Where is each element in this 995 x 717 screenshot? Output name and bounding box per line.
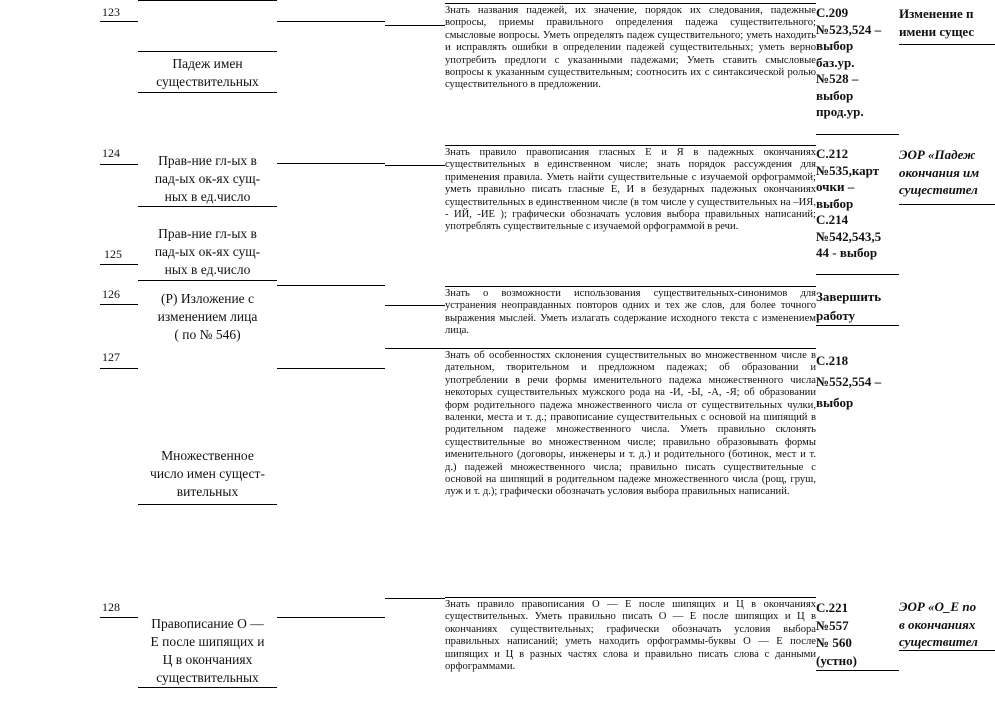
row-number: 125 xyxy=(104,247,122,261)
eor-resource: ЭОР «Падеж окончания им существител xyxy=(899,147,980,197)
eor-resource: ЭОР «О_Е по в окончаниях существител xyxy=(899,599,978,649)
row-number: 128 xyxy=(102,600,120,614)
homework-exercises: С.209 №523,524 – выбор баз.ур. №528 – выбор прод.ур. xyxy=(816,5,882,119)
lesson-topic: Правописание О — Е после шипящих и Ц в окончаниях существительных xyxy=(138,615,277,688)
lesson-topic: Множественное число имен сущест- вительных xyxy=(150,448,265,499)
lesson-description: Знать правило правописания гласных Е и Я в падежных окончаниях существительных в единственном числе; знать порядок рассуждения для применения правила. Уметь найти существительные с изучаемой орфограммой; уметь правильно писать гласные Е, И в безударных падежных окончаниях существительных в единственном числе (в том числе у существительных на –ИЯ, - ИЙ, -ИЕ ); графически обозначать условия выбора правильных написаний; употреблять существительные с изучаемой орфограммой в речи. xyxy=(445,145,816,285)
lesson-description: Знать названия падежей, их значение, порядок их следования, падежные вопросы, приемы правильного определения падежа существительного; смысловые вопросы. Уметь определять падеж существительного; уметь находить и исправлять ошибки в определении падежей существительных; уметь верно употребить предлоги с указанными падежами; Уметь ставить смысловые вопросы к указанным существительным; соотносить их с синтаксической ролью существительного в предложении. xyxy=(445,3,816,143)
lesson-description: Знать об особенностях склонения существительных во множественном числе в дательном, творительном и предложном падежах; об образовании и употреблении в речи формы именительного падежа множественного числа некоторых существительных мужского рода на -И, -Ы, -А, -Я; об образовании форм родительного падежа множественного числа от существительных чулки, валенки, места и т. д.; правописание существительных с основой на шипящий в родительном падеже множественного числа. Уметь правильно склонять существительные во множественном числе; правильно образовывать формы именительного (договоры, инженеры и т. д.) и родительного (ботинок, мест и т. д.) падежей множественного числа; правильно писать существительные с основой на шипящий в родительном падеже множественного числа (рощ, груш, луж и т. д.); графически обозначать условия выбора правильных написаний. xyxy=(445,348,816,598)
row-number: 127 xyxy=(102,350,120,364)
topic-line: существительных xyxy=(156,74,259,89)
lesson-topic: (Р) Изложение с изменением лица ( по № 546) xyxy=(157,291,258,342)
lesson-topic: Прав-ние гл-ых в пад-ых ок-ях сущ- ных в ед.число xyxy=(154,153,261,204)
row-number: 124 xyxy=(102,146,120,160)
lesson-topic: Прав-ние гл-ых в пад-ых ок-ях сущ- ных в ед.число xyxy=(138,225,277,281)
lesson-topic xyxy=(138,51,277,93)
lesson-description: Знать правило правописания О — Е после шипящих и Ц в окончаниях существительных. Уметь правильно писать О — Е после шипящих и Ц в окончаниях существительных; графически обозначать условия выбора правильных написаний; уметь находить орфограммы-буквы О — Е после шипящих и Ц в разных частях слова и правильно писать слова с данными орфограммами. xyxy=(445,597,816,711)
homework-exercises: С.218 №552,554 – выбор xyxy=(816,353,882,410)
homework-exercises: С.221 №557 № 560 (устно) xyxy=(816,600,857,668)
lesson-description: Знать о возможности использования существительных-синонимов для устранения неоправданных повторов одних и тех же слов, для более точного выражения мыслей. Уметь излагать содержание исходного текста с изменением лица. xyxy=(445,286,816,345)
row-number: 126 xyxy=(102,287,120,301)
homework-exercises: Завершить работу xyxy=(816,289,882,323)
topic-line: Падеж имен xyxy=(172,56,243,71)
eor-resource: Изменение п имени сущес xyxy=(899,6,975,39)
row-number: 123 xyxy=(102,5,120,19)
homework-exercises: С.212 №535,карт очки – выбор С.214 №542,543,5 44 - выбор xyxy=(816,146,882,260)
